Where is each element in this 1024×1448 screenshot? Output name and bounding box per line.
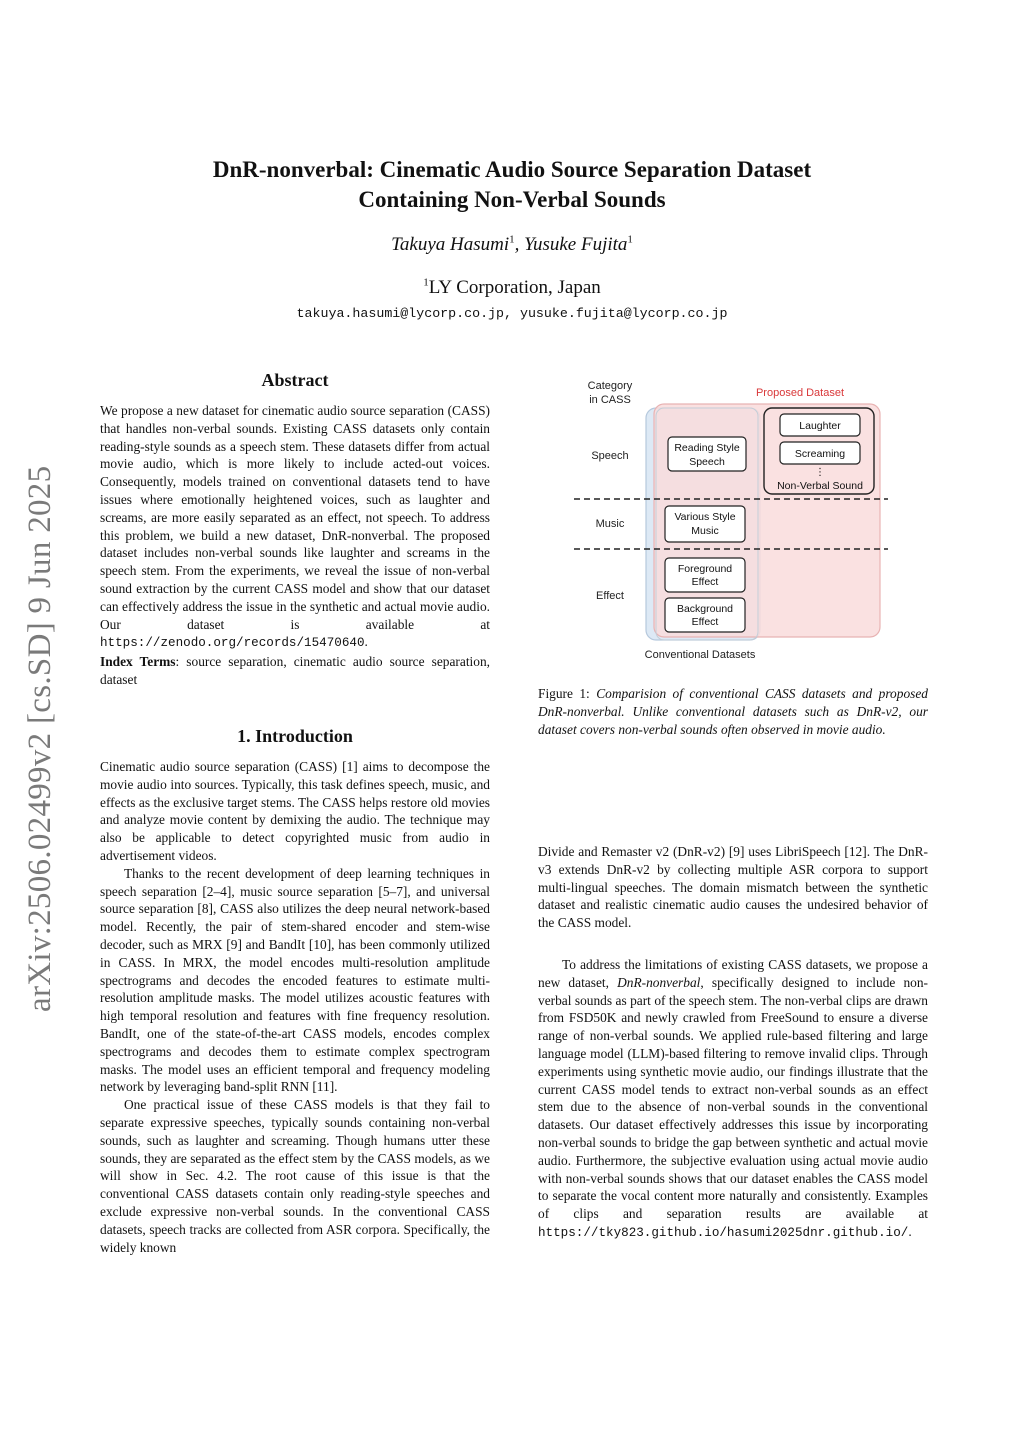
examples-url[interactable]: https://tky823.github.io/hasumi2025dnr.github.io/ <box>538 1225 909 1240</box>
foreground-label-2: Effect <box>691 576 719 588</box>
figure-1-diagram <box>570 374 922 664</box>
author-2-affil: 1 <box>627 233 633 246</box>
non-verbal-sound-label: Non-Verbal Sound <box>777 480 863 492</box>
affiliation-num: 1 <box>423 276 429 289</box>
author-1: Takuya Hasumi <box>391 234 510 255</box>
proposed-dataset-label: Proposed Dataset <box>755 387 845 399</box>
right-column-paragraph-2 <box>538 956 928 1243</box>
caption-text: Comparision of conventional CASS datasets and proposed DnR-nonverbal. Unlike conventional datasets such as DnR-v2, our dataset covers non-verbal sounds often observed in movie audio. <box>538 686 928 737</box>
affiliation-text: LY Corporation, Japan <box>428 277 601 298</box>
abstract-block <box>100 402 490 689</box>
authors: Takuya Hasumi$^1$, Yusuke Fujita$^1$ <box>391 233 633 255</box>
background-label-1: Background <box>676 603 734 615</box>
dataset-url[interactable]: https://zenodo.org/records/15470640 <box>100 636 365 651</box>
intro-paragraph-2: Thanks to the recent development of deep learning techniques in speech separation [2–4], music source separation [5–7], and universal source separation [8], CASS also utilizes the deep neural network-based model. Recently, the pair of stem-shared encoder and stem-wise decoder, such as MRX [9] and BandIt [10], has been commonly utilized in CASS. In MRX, the model encodes multi-resolution amplitude spectrograms and decodes the encoded features to estimate multi-resolution amplitude masks. The model utilizes acoustic features with high temporal resolution and features with fine frequency resolution. BandIt, one of the state-of-the-art CASS models, encodes complex spectrograms and decodes them to estimate complex spectrogram masks. The model uses an efficient temporal and frequency modeling network by leveraging band-split RNN [11]. <box>100 865 490 1095</box>
affiliation <box>0 277 1024 299</box>
right-p2-start: To address the limitations of existing CASS datasets, we propose a new dataset, <box>538 957 928 990</box>
dataset-name-emphasis: DnR-nonverbal <box>617 974 701 990</box>
intro-heading: 1. Introduction <box>237 726 353 746</box>
row-label-effect: Effect <box>596 590 624 602</box>
right-p2-body: , specifically designed to include non-verbal sounds as part of the speech stem. The non-verbal clips are drawn from FSD50K and newly crawled from FreeSound to ensure a diverse range of non-verbal sounds. We applied rule-based filtering and large language model (LLM)-based filtering to remove invalid clips. Through experiments using synthetic movie audio, our findings illustrate that the current CASS model tends to extract non-verbal sounds as an effect stem due to the absence of non-verbal sounds in the conventional datasets. Our dataset effectively addresses this issue by incorporating non-verbal sounds to bridge the gap between synthetic and actual movie audio. Furthermore, the subjective evaluation using actual movie audio with non-verbal sounds shows that our dataset enables the CASS model to separate the vocal content more naturally and consistently. Examples of clips and separation results are available at <box>538 974 929 1222</box>
row-label-music: Music <box>595 518 625 530</box>
conventional-datasets-label: Conventional Datasets <box>644 649 756 661</box>
abstract-body: We propose a new dataset for cinematic audio source separation (CASS) that handles non-verbal sounds. Existing CASS datasets only contain reading-style sounds as a speech stem. These datasets differ from actual movie audio, which is more likely to include acted-out voices. Consequently, models trained on conventional datasets tend to have issues where emotionally heightened voices, such as laughter and screams, are more easily separated as an effect, not speech. To address this problem, we build a new dataset, DnR-nonverbal. The proposed dataset includes non-verbal sounds like laughter and screams in the speech stem. From the experiments, we reveal the issue of non-verbal sound extraction by the current CASS model and show that our dataset can effectively address the issue in the synthetic and actual movie audio. Our dataset is available at https://zenodo.org/records/15470640. <box>100 403 490 651</box>
title-line-1: DnR-nonverbal: Cinematic Audio Source Separation Dataset <box>212 157 812 182</box>
index-terms-text: : source separation, cinematic audio source separation, dataset <box>100 654 490 687</box>
caption-label: Figure 1: <box>538 686 590 701</box>
intro-block <box>100 758 490 1256</box>
index-terms-label: Index Terms <box>100 654 176 670</box>
intro-paragraph-1: Cinematic audio source separation (CASS) [1] aims to decompose the movie audio into sources. Typically, this task defines speech, music, and effects as the exclusive target stems. The CASS helps restore old movies and analyze movie content by demixing the audio. The technique may also be applicable to detect copyrighted music from audio in advertisement videos. <box>100 759 490 863</box>
right-p2-end: . <box>908 1223 912 1239</box>
index-terms <box>100 653 490 689</box>
foreground-label-1: Foreground <box>677 563 733 575</box>
author-2: Yusuke Fujita <box>524 234 628 255</box>
intro-paragraph-3: One practical issue of these CASS models is that they fail to separate expressive speeches, typically sounds containing non-verbal sounds, such as laughter and screaming. Though humans utter these sounds, they are separated as the effect stem by the CASS models, as we will show in Sec. 4.2. The root cause of this issue is that the conventional CASS datasets contain only reading-style speeches and exclude expressive non-verbal sounds. In the conventional CASS datasets, speech tracks are collected from ASR corpora. Specifically, the widely known <box>100 1097 490 1255</box>
author-1-affil: 1 <box>509 233 515 246</box>
right-column-paragraph-1 <box>538 843 928 932</box>
music-label-1: Various Style <box>674 511 736 523</box>
music-label-2: Music <box>691 525 719 537</box>
row-label-speech: Speech <box>591 450 629 462</box>
vertical-ellipsis: ⋮ <box>815 467 825 478</box>
screaming-label: Screaming <box>794 448 846 460</box>
category-label-line-1: Category <box>587 380 633 392</box>
title-line-2: Containing Non-Verbal Sounds <box>358 187 666 212</box>
abstract-text: We propose a new dataset for cinematic audio source separation (CASS) that handles non-verbal sounds. Existing CASS datasets only contain reading-style sounds as a speech stem. These datasets differ from actual movie audio, which is more likely to include acted-out voices. Consequently, models trained on conventional datasets tend to have issues where emotionally heightened voices, such as laughter and screams, are more easily separated as an effect, not speech. To address this problem, we build a new dataset, DnR-nonverbal. The proposed dataset includes non-verbal sounds like laughter and screams in the speech stem. From the experiments, we reveal the issue of non-verbal sound extraction by the current CASS model and show that our dataset can effectively address the issue in the synthetic and actual movie audio. Our dataset is available at <box>100 403 490 632</box>
paper-title <box>0 155 1024 215</box>
laughter-label: Laughter <box>799 420 841 432</box>
reading-style-label-2: Speech <box>689 456 725 468</box>
background-label-2: Effect <box>691 616 719 628</box>
abstract-heading: Abstract <box>261 370 329 390</box>
reading-style-label-1: Reading Style <box>674 442 740 454</box>
author-emails: takuya.hasumi@lycorp.co.jp, yusuke.fujita@lycorp.co.jp <box>296 306 728 321</box>
right-paragraph-1: Divide and Remaster v2 (DnR-v2) [9] uses LibriSpeech [12]. The DnR-v3 extends DnR-v2 by collecting multiple ASR corpora to support multi-lingual speeches. The domain mismatch between the synthetic dataset and realistic cinematic audio causes the undesired behavior of the CASS model. <box>538 844 928 931</box>
category-label-line-2: in CASS <box>589 394 631 406</box>
right-paragraph-2 <box>538 956 928 1243</box>
figure-1-caption <box>538 685 928 738</box>
